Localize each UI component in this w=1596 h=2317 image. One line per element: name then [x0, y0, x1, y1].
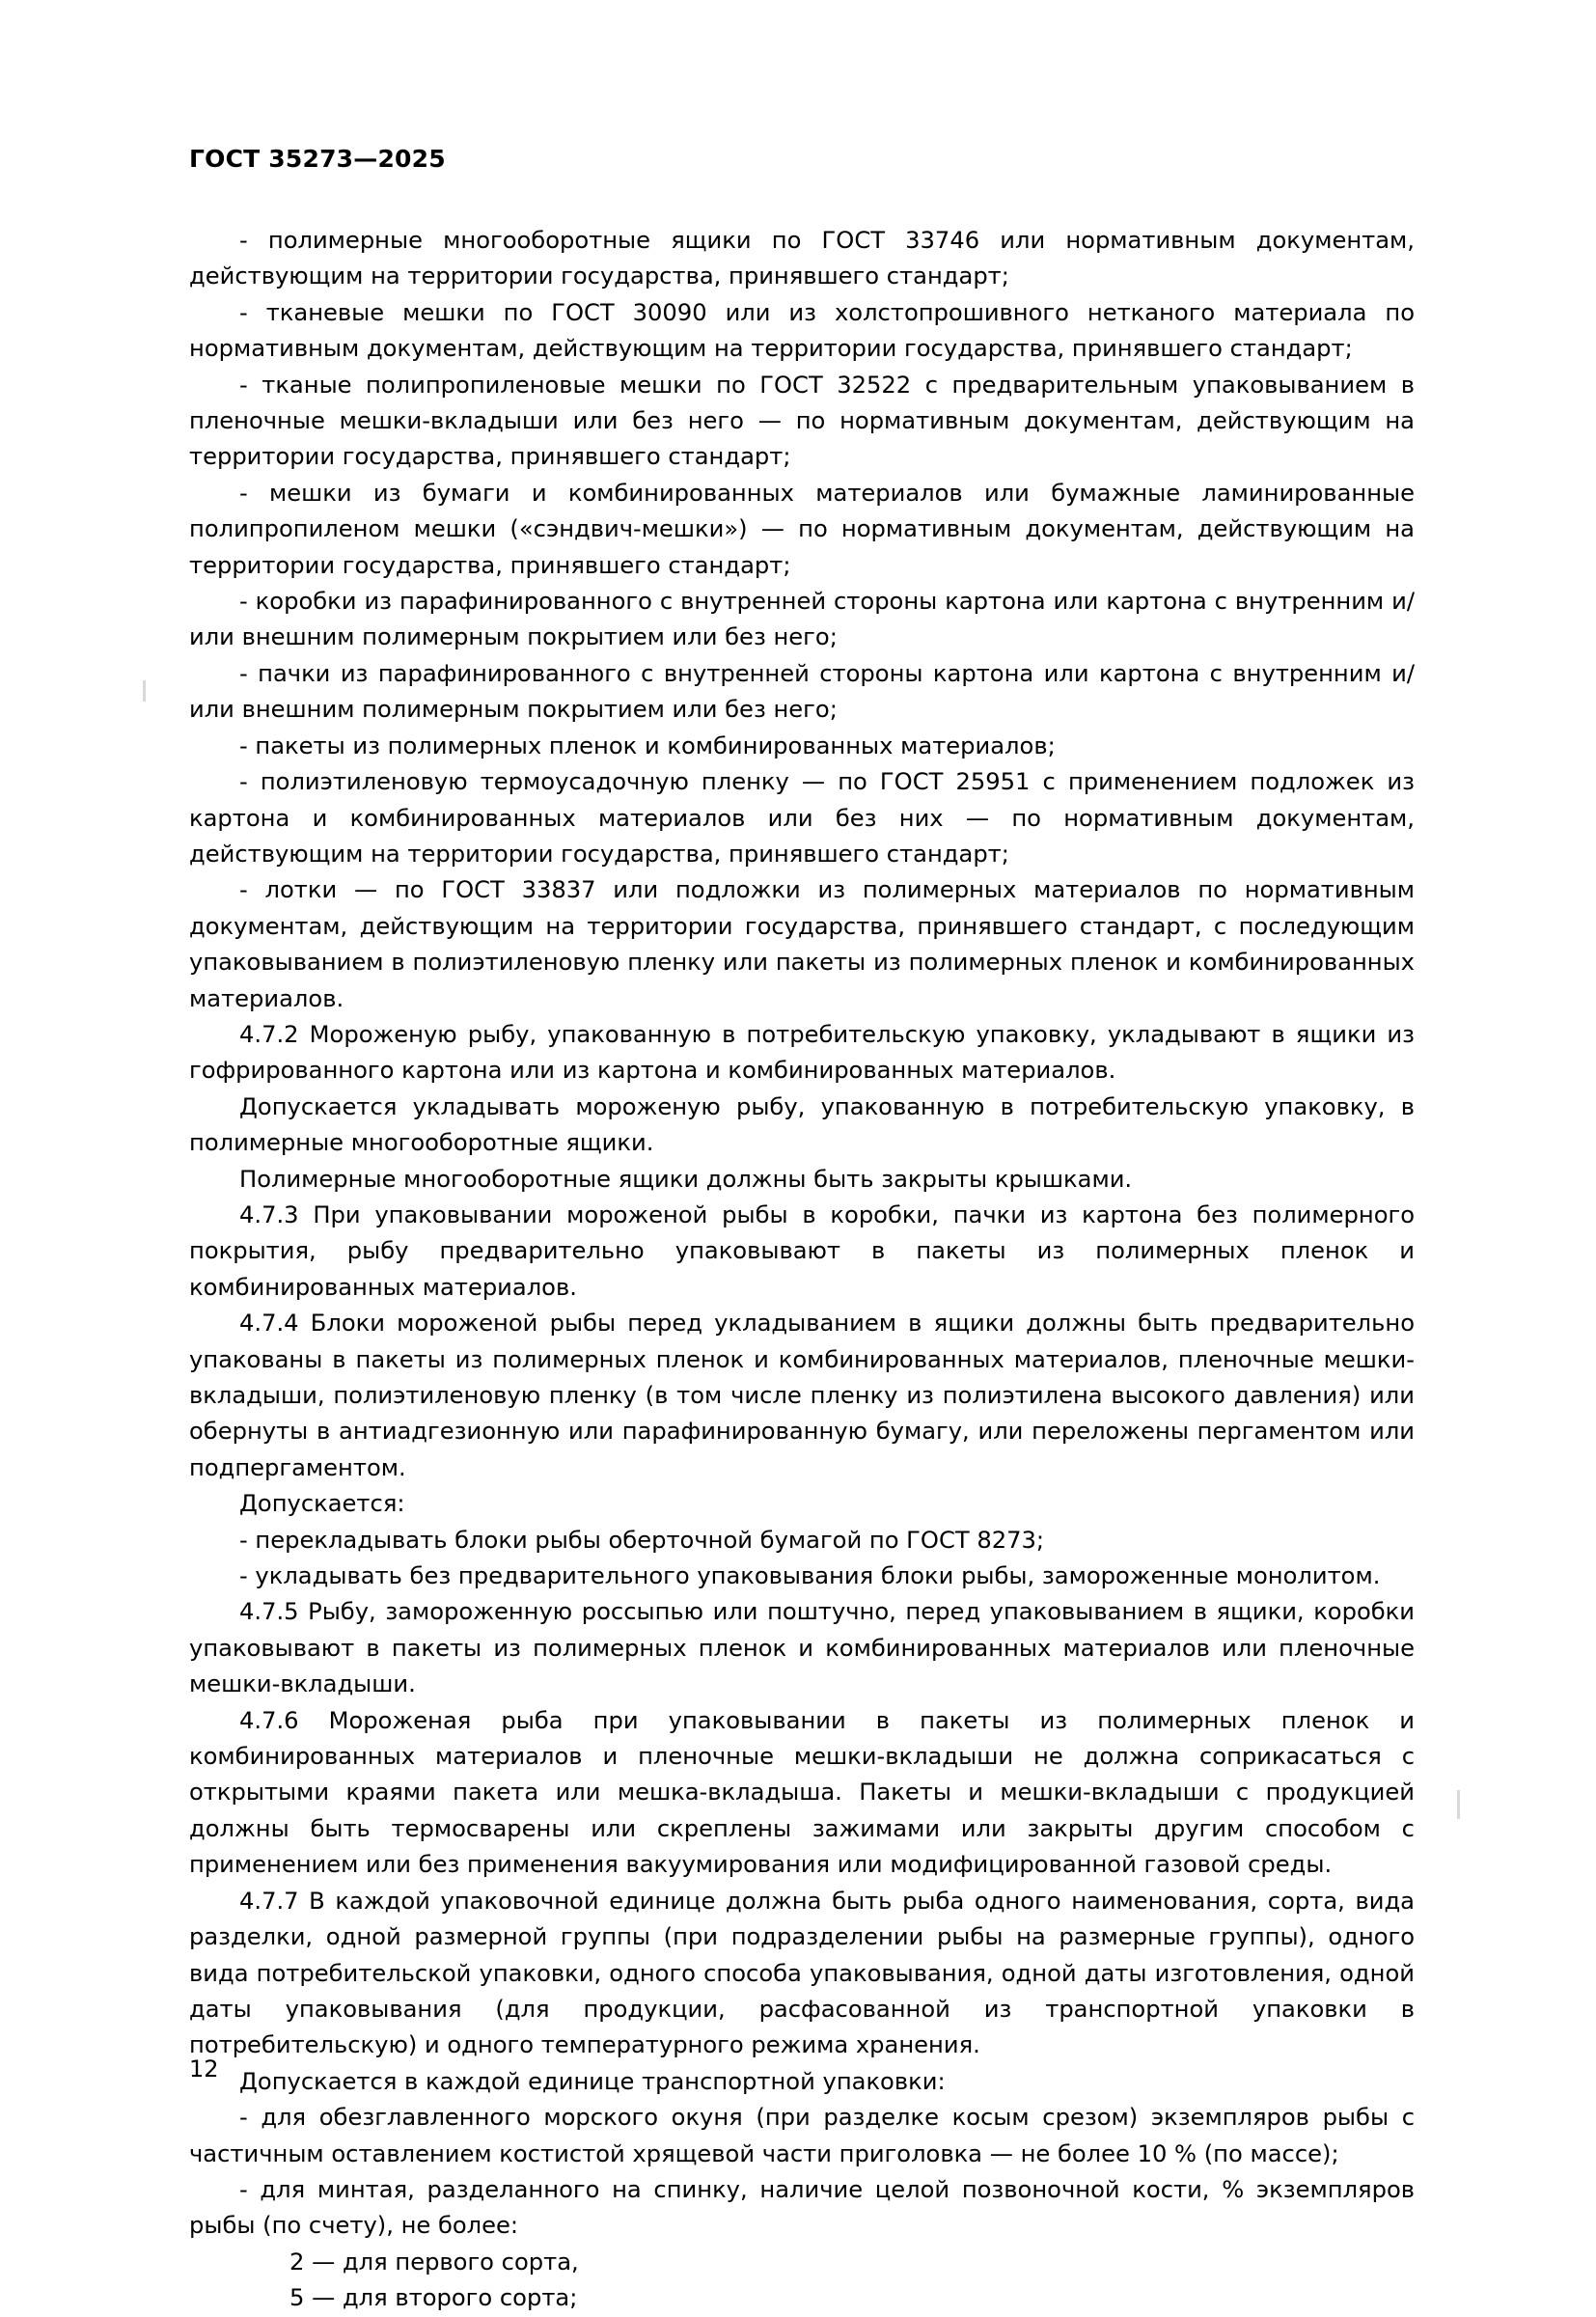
paragraph: 4.7.7 В каждой упаковочной единице должна быть рыба одного наименования, сорта, вида разделки, одной размерной группы (при подразделении рыбы на размерные группы), одного вида потребительской упаковки, одного способа упаковывания, одной даты изготовления, одной даты упаковывания (для продукции, расфасованной из транспортной упаковки в потребительскую) и одного температурного режима хранения. — [189, 1887, 1415, 2059]
paragraph: - мешки из бумаги и комбинированных материалов или бумажные ламинированные полипропиленом мешки («сэндвич-мешки») — по нормативным документам, действующим на территории государства, принявшего стандарт; — [189, 479, 1415, 579]
scan-artifact — [143, 680, 146, 702]
paragraph: - пакеты из полимерных пленок и комбинированных материалов; — [239, 731, 1056, 759]
paragraph: - для обезглавленного морского окуня (при разделке косым срезом) экземпляров рыбы с частичным оставлением костистой хрящевой части приголовка — не более 10 % (по массе); — [189, 2104, 1415, 2167]
paragraph: - укладывать без предварительного упаковывания блоки рыбы, замороженные монолитом. — [239, 1562, 1381, 1590]
paragraph: - лотки — по ГОСТ 33837 или подложки из полимерных материалов по нормативным документам, действующим на территории государства, принявшего стандарт, с последующим упаковыванием в полиэтиленовую пленку или пакеты из полимерных пленок и комбинированных материалов. — [189, 876, 1415, 1012]
body-text — [189, 223, 1415, 2317]
paragraph: - пачки из парафинированного с внутренней стороны картона или картона с внутренним и/или внешним полимерным покрытием или без него; — [189, 659, 1415, 724]
paragraph: Допускается укладывать мороженую рыбу, упакованную в потребительскую упаковку, в полимерные многооборотные ящики. — [189, 1092, 1415, 1157]
paragraph: 2 — для первого сорта, — [289, 2248, 579, 2276]
paragraph: Допускается в каждой единице транспортной упаковки: — [239, 2067, 946, 2095]
page-number: 12 — [189, 2055, 219, 2083]
paragraph: - полиэтиленовую термоусадочную пленку — по ГОСТ 25951 с применением подложек из картона и комбинированных материалов или без них — по нормативным документам, действующим на территории государства, принявшего стандарт; — [189, 768, 1415, 868]
paragraph: 4.7.5 Рыбу, замороженную россыпью или поштучно, перед упаковыванием в ящики, коробки упаковывают в пакеты из полимерных пленок и комбинированных материалов или пленочные мешки-вкладыши. — [189, 1598, 1415, 1698]
paragraph: - для минтая, разделанного на спинку, наличие целой позвоночной кости, % экземпляров рыбы (по счету), не более: — [189, 2175, 1415, 2240]
paragraph: Полимерные многооборотные ящики должны быть закрыты крышками. — [239, 1165, 1133, 1193]
paragraph: - перекладывать блоки рыбы оберточной бумагой по ГОСТ 8273; — [239, 1526, 1045, 1554]
paragraph: 4.7.2 Мороженую рыбу, упакованную в потребительскую упаковку, укладывают в ящики из гофрированного картона или из картона и комбинированных материалов. — [189, 1020, 1415, 1085]
paragraph: 4.7.6 Мороженая рыба при упаковывании в пакеты из полимерных пленок и комбинированных материалов и пленочные мешки-вкладыши не должна соприкасаться с открытыми краями пакета или мешка-вкладыша. Пакеты и мешки-вкладыши с продукцией должны быть термосварены или скреплены зажимами или закрыты другим способом с применением или без применения вакуумирования или модифицированной газовой среды. — [189, 1706, 1415, 1879]
scan-artifact — [1457, 1790, 1460, 1819]
paragraph: - коробки из парафинированного с внутренней стороны картона или картона с внутренним и/или внешним полимерным покрытием или без него; — [189, 588, 1415, 651]
paragraph: - полимерные многооборотные ящики по ГОСТ 33746 или нормативным документам, действующим на территории государства, принявшего стандарт; — [189, 227, 1415, 290]
paragraph: - тканевые мешки по ГОСТ 30090 или из холстопрошивного нетканого материала по нормативным документам, действующим на территории государства, принявшего стандарт; — [189, 298, 1415, 363]
paragraph: 5 — для второго сорта; — [289, 2284, 578, 2312]
document-header: ГОСТ 35273—2025 — [189, 145, 446, 173]
paragraph: Допускается: — [239, 1490, 405, 1518]
paragraph: - тканые полипропиленовые мешки по ГОСТ 32522 с предварительным упаковыванием в пленочные мешки-вкладыши или без него — по нормативным документам, действующим на территории государства, принявшего стандарт; — [189, 371, 1415, 471]
page-content — [189, 145, 1415, 2317]
paragraph: 4.7.3 При упаковывании мороженой рыбы в коробки, пачки из картона без полимерного покрытия, рыбу предварительно упаковывают в пакеты из полимерных пленок и комбинированных материалов. — [189, 1200, 1415, 1301]
paragraph: 4.7.4 Блоки мороженой рыбы перед укладыванием в ящики должны быть предварительно упакованы в пакеты из полимерных пленок и комбинированных материалов, пленочные мешки-вкладыши, полиэтиленовую пленку (в том числе пленку из полиэтилена высокого давления) или обернуты в антиадгезионную или парафинированную бумагу, или переложены пергаментом или подпергаментом. — [189, 1310, 1415, 1481]
